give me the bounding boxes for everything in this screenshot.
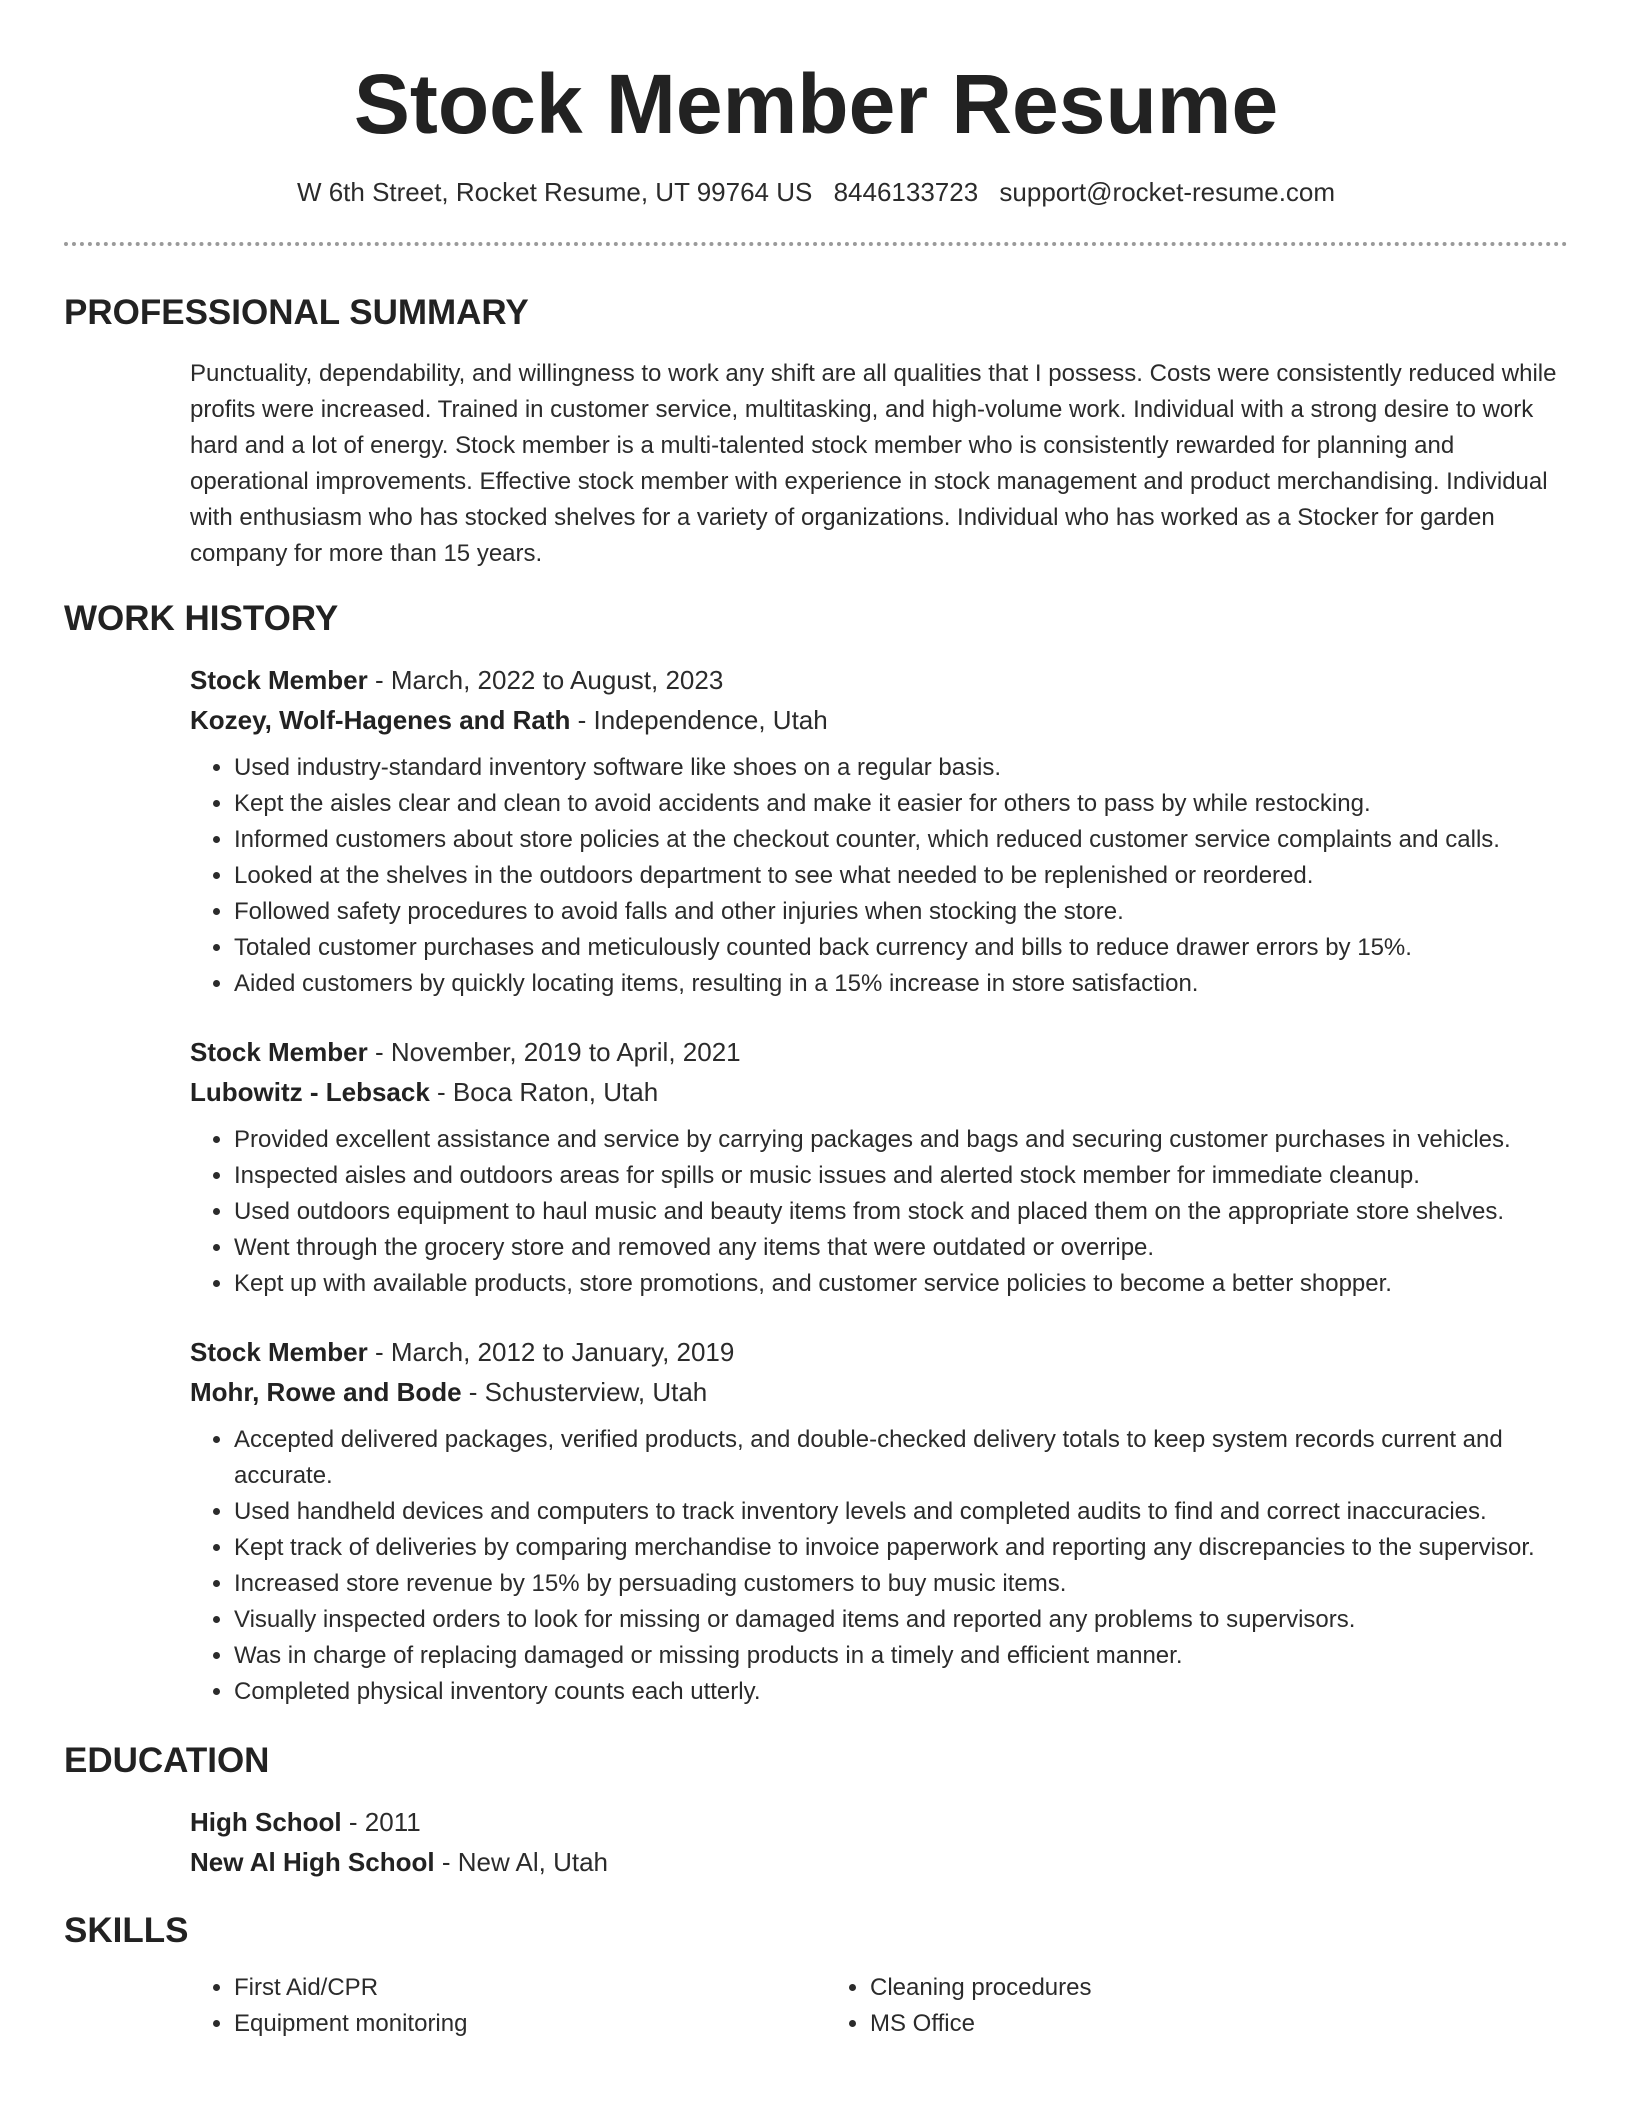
skill-item: • First Aid/CPR bbox=[234, 1970, 826, 2006]
summary-heading: PROFESSIONAL SUMMARY bbox=[64, 293, 529, 332]
job-company-line bbox=[190, 1372, 1568, 1412]
skills-list bbox=[190, 1970, 1568, 2042]
list-item: • Aided customers by quickly locating items, resulting in a 15% increase in store satisfaction. bbox=[234, 966, 1568, 1002]
list-item: • Accepted delivered packages, verified products, and double-checked delivery totals to keep system records current and accurate. bbox=[234, 1422, 1568, 1494]
education-location: - New Al, Utah bbox=[434, 1847, 609, 1877]
job-company-line bbox=[190, 700, 1568, 740]
job-title-line bbox=[190, 1032, 1568, 1072]
job-entry-2 bbox=[190, 1032, 1568, 1302]
list-item: • Used industry-standard inventory software like shoes on a regular basis. bbox=[234, 750, 1568, 786]
list-item: • Kept track of deliveries by comparing merchandise to invoice paperwork and reporting any discrepancies to the supervisor. bbox=[234, 1530, 1568, 1566]
job-location: - Schusterview, Utah bbox=[461, 1377, 708, 1407]
list-item: • Followed safety procedures to avoid falls and other injuries when stocking the store. bbox=[234, 894, 1568, 930]
job-bullets bbox=[190, 750, 1568, 1002]
work-history-heading: WORK HISTORY bbox=[64, 599, 339, 638]
job-dates: - March, 2022 to August, 2023 bbox=[367, 665, 724, 695]
job-dates: - March, 2012 to January, 2019 bbox=[367, 1337, 735, 1367]
job-title-line bbox=[190, 1332, 1568, 1372]
job-title: Stock Member bbox=[190, 1037, 368, 1067]
summary-text: Punctuality, dependability, and willingness to work any shift are all qualities that I possess. Costs were consistently reduced while profits were increased. Trained in customer service, multitasking, and high-volume work. Individual with a strong desire to work hard and a lot of energy. Stock member is a multi-talented stock member who is consistently rewarded for planning and operational improvements. Effective stock member with experience in stock management and product merchandising. Individual with enthusiasm who has stocked shelves for a variety of organizations. Individual who has worked as a Stocker for garden company for more than 15 years. bbox=[190, 360, 1557, 567]
contact-line bbox=[64, 176, 1568, 208]
education-degree: High School bbox=[190, 1807, 342, 1837]
list-item: • Kept up with available products, store promotions, and customer service policies to become a better shopper. bbox=[234, 1266, 1568, 1302]
job-company: Mohr, Rowe and Bode bbox=[190, 1377, 462, 1407]
education-school-line bbox=[190, 1842, 1568, 1882]
header-divider bbox=[64, 242, 1568, 246]
job-entry-3 bbox=[190, 1332, 1568, 1710]
education-entry bbox=[190, 1802, 1568, 1882]
list-item: • Used handheld devices and computers to track inventory levels and completed audits to find and correct inaccuracies. bbox=[234, 1494, 1568, 1530]
job-dates: - November, 2019 to April, 2021 bbox=[367, 1037, 741, 1067]
job-title-line bbox=[190, 660, 1568, 700]
list-item: • Inspected aisles and outdoors areas for spills or music issues and alerted stock member for immediate cleanup. bbox=[234, 1158, 1568, 1194]
list-item: • Informed customers about store policies at the checkout counter, which reduced customer service complaints and calls. bbox=[234, 822, 1568, 858]
list-item: • Went through the grocery store and removed any items that were outdated or overripe. bbox=[234, 1230, 1568, 1266]
job-location: - Boca Raton, Utah bbox=[429, 1077, 659, 1107]
job-bullets bbox=[190, 1122, 1568, 1302]
education-school: New Al High School bbox=[190, 1847, 435, 1877]
skill-item: • Equipment monitoring bbox=[234, 2006, 826, 2042]
skill-item: • MS Office bbox=[870, 2006, 1462, 2042]
skills-column-right bbox=[826, 1970, 1462, 2042]
resume-title: Stock Member Resume bbox=[353, 57, 1279, 151]
job-title: Stock Member bbox=[190, 665, 368, 695]
job-company-line bbox=[190, 1072, 1568, 1112]
job-title: Stock Member bbox=[190, 1337, 368, 1367]
list-item: • Provided excellent assistance and service by carrying packages and bags and securing customer purchases in vehicles. bbox=[234, 1122, 1568, 1158]
job-company: Kozey, Wolf-Hagenes and Rath bbox=[190, 705, 571, 735]
list-item: • Increased store revenue by 15% by persuading customers to buy music items. bbox=[234, 1566, 1568, 1602]
contact-email: support@rocket-resume.com bbox=[999, 177, 1336, 207]
job-company: Lubowitz - Lebsack bbox=[190, 1077, 430, 1107]
list-item: • Completed physical inventory counts each utterly. bbox=[234, 1674, 1568, 1710]
education-heading: EDUCATION bbox=[64, 1741, 270, 1780]
list-item: • Looked at the shelves in the outdoors department to see what needed to be replenished or reordered. bbox=[234, 858, 1568, 894]
skills-heading: SKILLS bbox=[64, 1911, 189, 1950]
job-entry-1 bbox=[190, 660, 1568, 1002]
skill-item: • Cleaning procedures bbox=[870, 1970, 1462, 2006]
list-item: • Kept the aisles clear and clean to avoid accidents and make it easier for others to pass by while restocking. bbox=[234, 786, 1568, 822]
education-year: - 2011 bbox=[341, 1807, 421, 1837]
list-item: • Was in charge of replacing damaged or missing products in a timely and efficient manner. bbox=[234, 1638, 1568, 1674]
list-item: • Used outdoors equipment to haul music and beauty items from stock and placed them on the appropriate store shelves. bbox=[234, 1194, 1568, 1230]
skills-column-left bbox=[190, 1970, 826, 2042]
contact-phone: 8446133723 bbox=[833, 177, 979, 207]
list-item: • Visually inspected orders to look for missing or damaged items and reported any problems to supervisors. bbox=[234, 1602, 1568, 1638]
contact-address: W 6th Street, Rocket Resume, UT 99764 US bbox=[296, 177, 813, 207]
job-location: - Independence, Utah bbox=[570, 705, 828, 735]
job-bullets bbox=[190, 1422, 1568, 1710]
education-degree-line bbox=[190, 1802, 1568, 1842]
list-item: • Totaled customer purchases and meticulously counted back currency and bills to reduce drawer errors by 15%. bbox=[234, 930, 1568, 966]
